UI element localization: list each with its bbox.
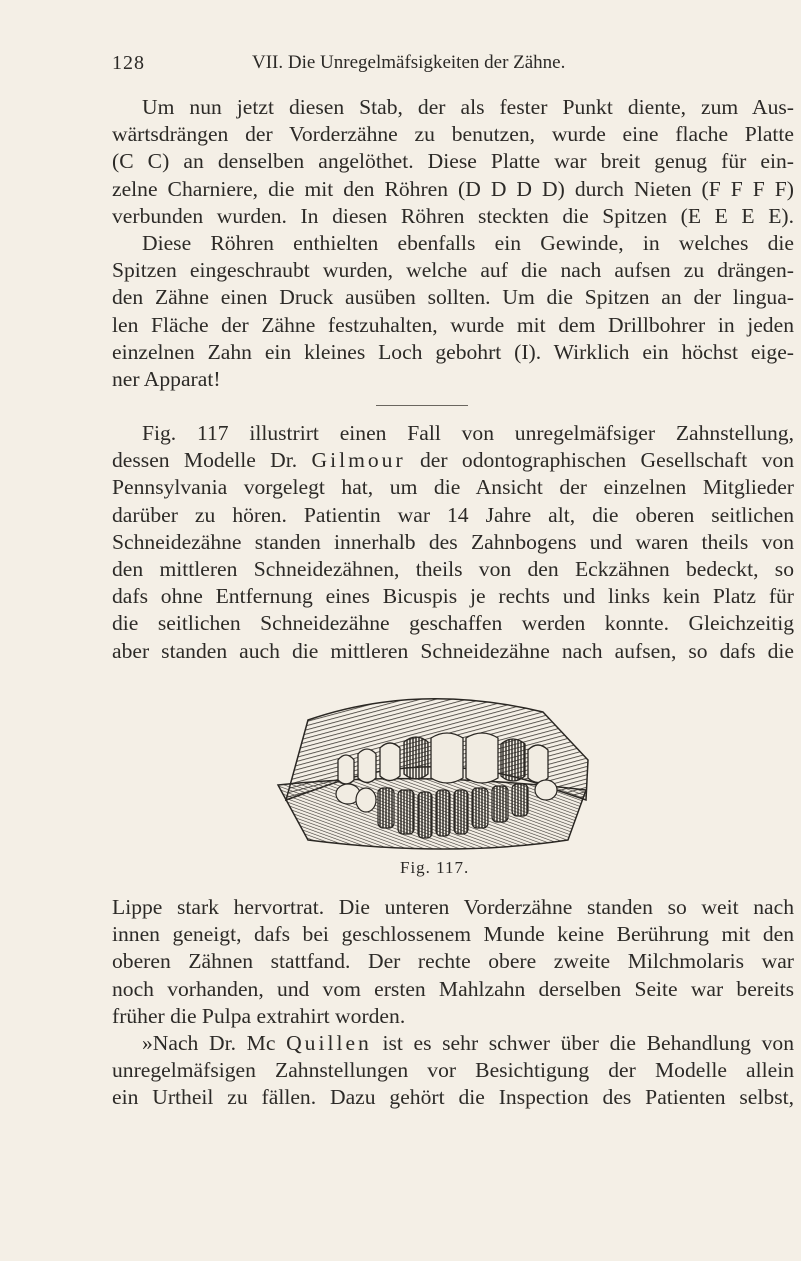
section-divider xyxy=(376,405,468,406)
text-line: den mittleren Schneidezähnen, theils von den Eckzähnen bedeckt, so xyxy=(112,557,794,582)
text-line: dafs ohne Entfernung eines Bicuspis je rechts und links kein Platz für xyxy=(112,584,794,609)
text-line: den Zähne einen Druck ausüben sollten. Um die Spitzen an der lingua- xyxy=(112,285,794,310)
text-line: darüber zu hören. Patientin war 14 Jahre alt, die oberen seitlichen xyxy=(112,502,794,527)
page-number: 128 xyxy=(112,52,145,74)
text-line: ein Urtheil zu fällen. Dazu gehört die Inspection des Patienten selbst, xyxy=(112,1085,794,1110)
figure-caption: Fig. 117. xyxy=(400,858,470,877)
dental-model-engraving xyxy=(268,690,598,850)
text-line: len Fläche der Zähne festzuhalten, wurde mit dem Drillbohrer in jeden xyxy=(112,312,794,337)
text-line: Fig. 117 illustrirt einen Fall von unregelmäfsiger Zahnstellung, xyxy=(142,421,794,445)
text-line: oberen Zähnen stattfand. Der rechte obere zweite Milchmolaris war xyxy=(112,949,794,974)
page-header xyxy=(112,52,711,80)
text-line: dessen Modelle Dr. Gilmour der odontographischen Gesellschaft von xyxy=(112,448,794,473)
paragraph-case-description xyxy=(112,420,794,665)
text-line: früher die Pulpa extrahirt worden. xyxy=(112,1003,406,1028)
text-line: Um nun jetzt diesen Stab, der als fester Punkt diente, zum Aus- xyxy=(142,95,794,119)
author-name-gilmour: Gilmour xyxy=(311,448,406,473)
text-line: innen geneigt, dafs bei geschlossenem Munde keine Berührung mit den xyxy=(112,922,794,947)
text-line: wärtsdrängen der Vorderzähne zu benutzen, wurde eine flache Platte xyxy=(112,122,794,147)
text-line: verbunden wurden. In diesen Röhren steckten die Spitzen (E E E E). xyxy=(112,203,794,228)
running-title: VII. Die Unregelmäfsigkeiten der Zähne. xyxy=(252,52,566,73)
paragraph-apparatus xyxy=(112,94,794,393)
text-line: Spitzen eingeschraubt wurden, welche auf die nach aufsen zu drängen- xyxy=(112,258,794,283)
text-line: Diese Röhren enthielten ebenfalls ein Gewinde, in welches die xyxy=(142,231,794,256)
paragraph-lip-description xyxy=(112,894,794,1030)
text-line: noch vorhanden, und vom ersten Mahlzahn derselben Seite war bereits xyxy=(112,976,794,1001)
text-line: ner Apparat! xyxy=(112,367,221,392)
text-line: »Nach Dr. Mc Quillen ist es sehr schwer über die Behandlung von xyxy=(142,1031,794,1055)
text-line: Pennsylvania vorgelegt hat, um die Ansicht der einzelnen Mitglieder xyxy=(112,475,794,500)
text-line: einzelnen Zahn ein kleines Loch gebohrt (I). Wirklich ein höchst eige- xyxy=(112,339,794,364)
paragraph-quillen-quote xyxy=(112,1030,794,1112)
text-line: Lippe stark hervortrat. Die unteren Vorderzähne standen so weit nach xyxy=(112,895,794,919)
text-line: zelne Charniere, die mit den Röhren (D D D D) durch Nieten (F F F F) xyxy=(112,176,794,201)
text-line: aber standen auch die mittleren Schneidezähne nach aufsen, so dafs die xyxy=(112,638,794,663)
text-line: (C C) an denselben angelöthet. Diese Platte war breit genug für ein- xyxy=(112,149,794,174)
author-name-quillen: Quillen xyxy=(286,1031,372,1055)
text-line: unregelmäfsigen Zahnstellungen vor Besichtigung der Modelle allein xyxy=(112,1058,794,1083)
text-line: die seitlichen Schneidezähne geschaffen werden konnte. Gleichzeitig xyxy=(112,611,794,636)
text-line: Schneidezähne standen innerhalb des Zahnbogens und waren theils von xyxy=(112,529,794,554)
